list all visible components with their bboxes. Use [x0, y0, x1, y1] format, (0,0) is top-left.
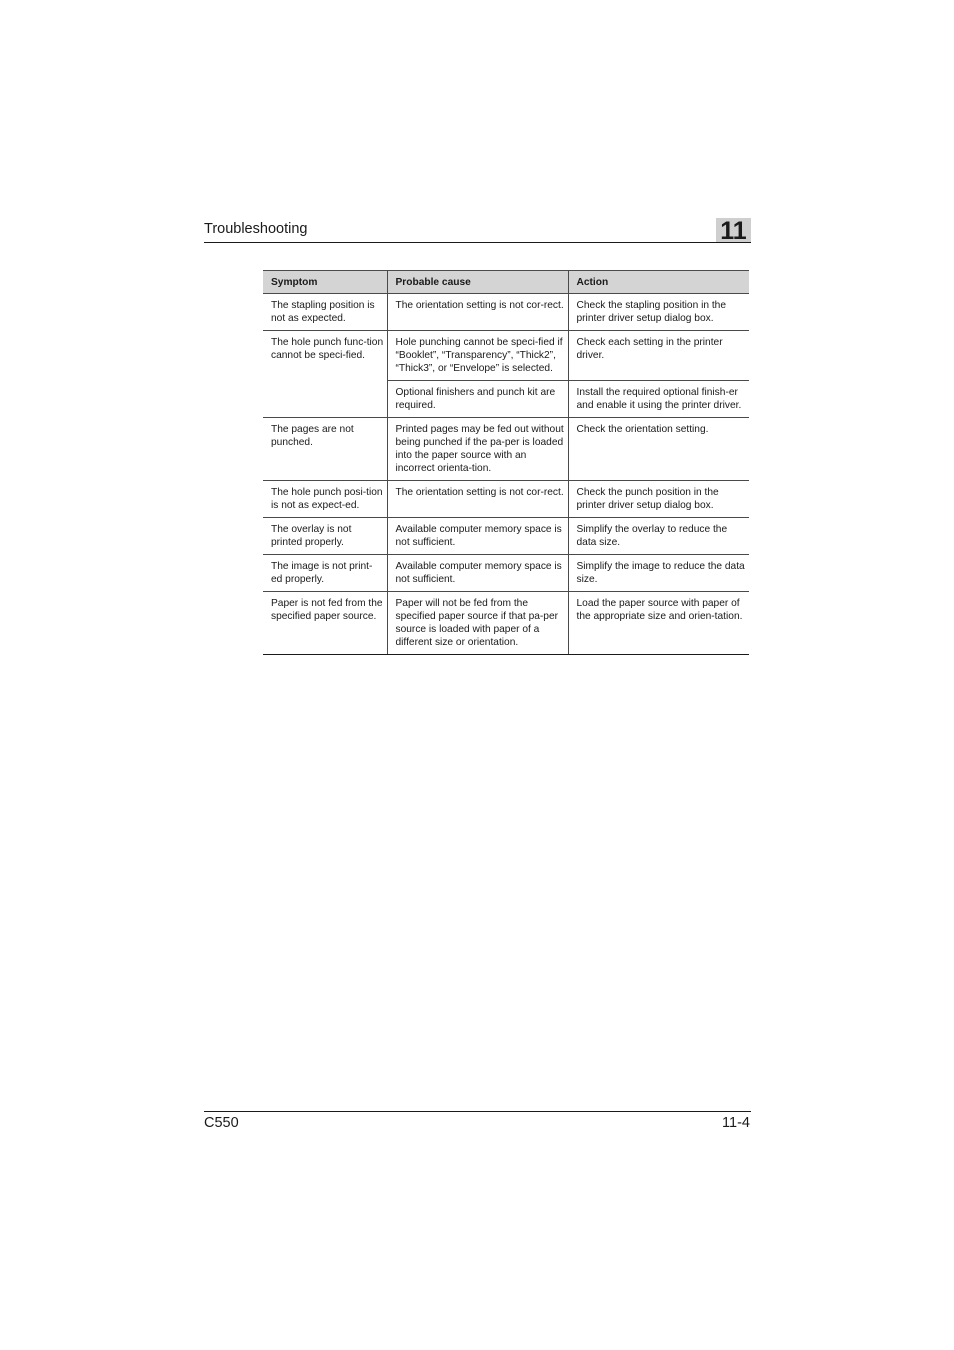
- symptom-cell: The stapling position is not as expected.: [263, 294, 387, 331]
- chapter-number: 11: [720, 217, 747, 245]
- table-row: [263, 294, 749, 331]
- cause-cell: Paper will not be fed from the specified paper source if that pa-per source is loaded with paper of a different size or orientation.: [387, 592, 568, 655]
- cause-cell: Available computer memory space is not sufficient.: [387, 555, 568, 592]
- table-row: [263, 592, 749, 655]
- table-row: [263, 518, 749, 555]
- action-cell: Check the orientation setting.: [568, 418, 749, 481]
- action-cell: Check the punch position in the printer driver setup dialog box.: [568, 481, 749, 518]
- column-header-probable-cause: Probable cause: [387, 271, 568, 294]
- cause-cell: The orientation setting is not cor-rect.: [387, 481, 568, 518]
- action-cell: Simplify the overlay to reduce the data size.: [568, 518, 749, 555]
- table-row: [263, 481, 749, 518]
- symptom-cell: The image is not print-ed properly.: [263, 555, 387, 592]
- header-divider: [204, 242, 751, 243]
- table-row: [263, 331, 749, 381]
- table-row: [263, 418, 749, 481]
- cause-cell: Available computer memory space is not sufficient.: [387, 518, 568, 555]
- footer-divider: [204, 1111, 751, 1112]
- table-row: [263, 555, 749, 592]
- action-cell: Check each setting in the printer driver.: [568, 331, 749, 381]
- action-cell: Install the required optional finish-er and enable it using the printer driver.: [568, 381, 749, 418]
- page-header-title: Troubleshooting: [204, 221, 308, 237]
- cause-cell: Optional finishers and punch kit are required.: [387, 381, 568, 418]
- cause-cell: Printed pages may be fed out without being punched if the pa-per is loaded into the paper source with an incorrect orienta-tion.: [387, 418, 568, 481]
- footer-model-name: C550: [204, 1115, 239, 1131]
- symptom-cell: The hole punch func-tion cannot be speci-fied.: [263, 331, 387, 418]
- action-cell: Load the paper source with paper of the appropriate size and orien-tation.: [568, 592, 749, 655]
- symptom-cell: The hole punch posi-tion is not as expect-ed.: [263, 481, 387, 518]
- table-header-row: [263, 271, 749, 294]
- symptom-cell: The overlay is not printed properly.: [263, 518, 387, 555]
- cause-cell: The orientation setting is not cor-rect.: [387, 294, 568, 331]
- troubleshooting-table: [263, 270, 749, 655]
- troubleshooting-table-container: [263, 270, 749, 655]
- column-header-symptom: Symptom: [263, 271, 387, 294]
- chapter-badge: [716, 217, 751, 245]
- symptom-cell: The pages are not punched.: [263, 418, 387, 481]
- column-header-action: Action: [568, 271, 749, 294]
- cause-cell: Hole punching cannot be speci-fied if “Booklet”, “Transparency”, “Thick2”, “Thick3”, or “Envelope” is selected.: [387, 331, 568, 381]
- action-cell: Check the stapling position in the printer driver setup dialog box.: [568, 294, 749, 331]
- action-cell: Simplify the image to reduce the data size.: [568, 555, 749, 592]
- symptom-cell: Paper is not fed from the specified paper source.: [263, 592, 387, 655]
- footer-page-number: 11-4: [722, 1115, 750, 1131]
